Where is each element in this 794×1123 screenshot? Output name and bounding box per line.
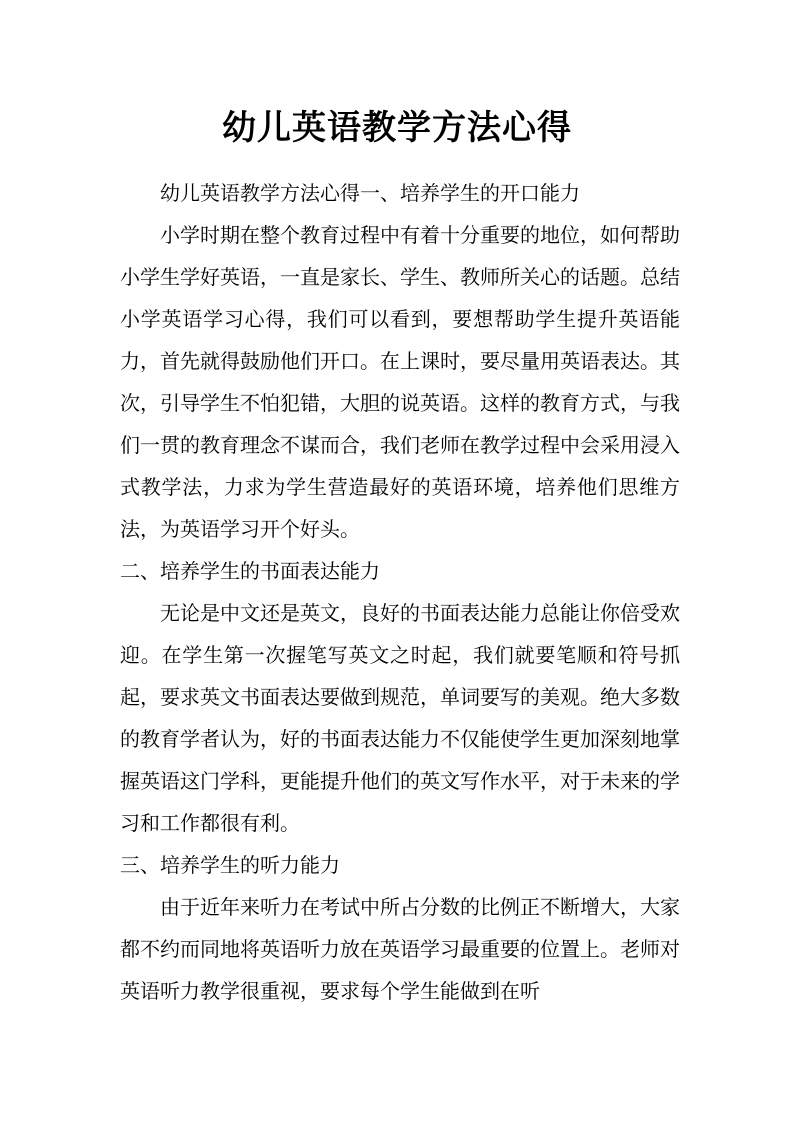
body-paragraph: 无论是中文还是英文，良好的书面表达能力总能让你倍受欢迎。在学生第一次握笔写英文之时起，我们就要笔顺和符号抓起，要求英文书面表达要做到规范，单词要写的美观。绝大多数的教育学者认为，好的书面表达能力不仅能使学生更加深刻地掌握英语这门学科，更能提升他们的英文写作水平，对于未来的学习和工作都很有利。 xyxy=(120,601,680,835)
document-title: 幼儿英语教学方法心得 xyxy=(222,108,572,148)
section-heading: 三、培养学生的听力能力 xyxy=(120,853,340,877)
body-paragraph: 小学时期在整个教育过程中有着十分重要的地位，如何帮助小学生学好英语，一直是家长、学生、教师所关心的话题。总结小学英语学习心得，我们可以看到，要想帮助学生提升英语能力，首先就得鼓励他们开口。在上课时，要尽量用英语表达。其次，引导学生不怕犯错，大胆的说英语。这样的教育方式，与我们一贯的教育理念不谋而合，我们老师在教学过程中会采用浸入式教学法，力求为学生营造最好的英语环境，培养他们思维方法，为英语学习开个好头。 xyxy=(120,223,680,541)
document-body xyxy=(120,172,680,1012)
body-paragraph: 由于近年来听力在考试中所占分数的比例正不断增大，大家都不约而同地将英语听力放在英语学习最重要的位置上。老师对英语听力教学很重视，要求每个学生能做到在听 xyxy=(120,895,680,1003)
intro-paragraph: 幼儿英语教学方法心得一、培养学生的开口能力 xyxy=(160,181,580,205)
section-heading: 二、培养学生的书面表达能力 xyxy=(120,559,380,583)
